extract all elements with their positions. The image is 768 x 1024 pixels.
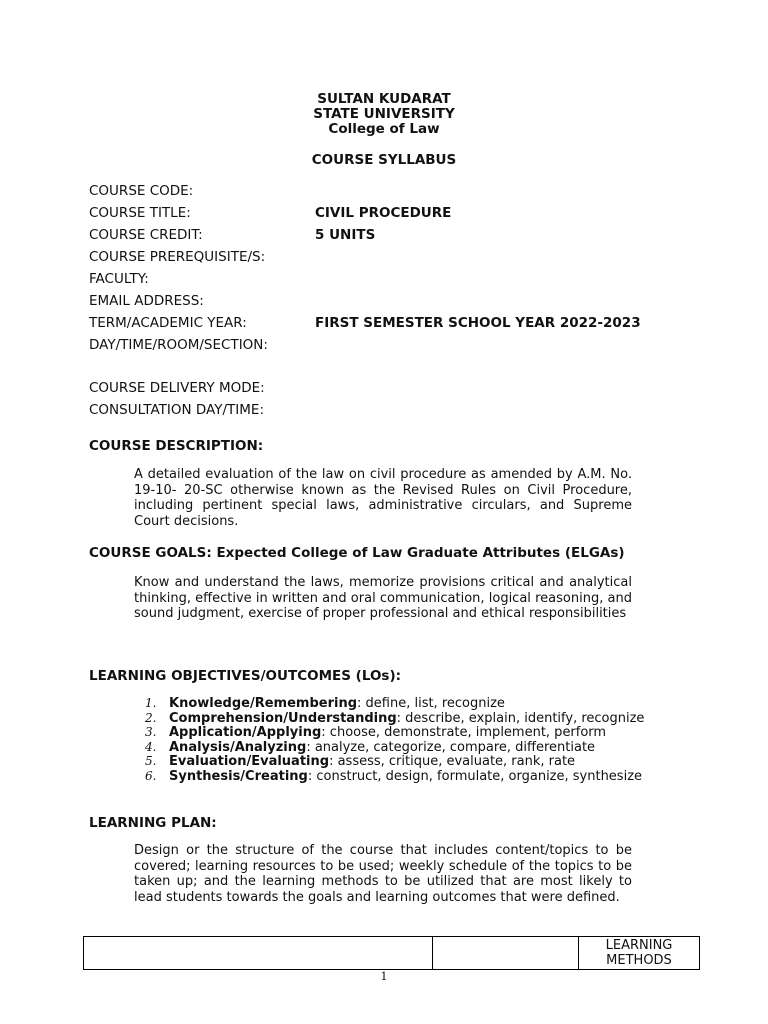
list-item-number: 2. — [145, 710, 157, 725]
course-code-label: COURSE CODE: — [89, 183, 194, 199]
list-item-term: Analysis/Analyzing — [169, 739, 307, 755]
course-description-heading: COURSE DESCRIPTION: — [89, 438, 264, 454]
list-item — [145, 696, 644, 711]
prerequisite-label: COURSE PREREQUISITE/S: — [89, 249, 266, 265]
university-name-line1: SULTAN KUDARAT — [317, 91, 451, 107]
list-item — [145, 711, 644, 726]
course-credit-label: COURSE CREDIT: — [89, 227, 203, 243]
course-title-value: CIVIL PROCEDURE — [315, 205, 452, 221]
learning-plan-heading: LEARNING PLAN: — [89, 815, 217, 831]
list-item-number: 6. — [145, 768, 157, 783]
learning-methods-line2: METHODS — [606, 953, 672, 968]
course-title-label: COURSE TITLE: — [89, 205, 191, 221]
list-item-term: Comprehension/Understanding — [169, 710, 397, 726]
course-description-text: A detailed evaluation of the law on civil procedure as amended by A.M. No. 19-10- 20-SC otherwise known as the Revised Rules on Civil Procedure, including pertinent special laws, administrative circulars, and Supreme Court decisions. — [134, 467, 632, 529]
list-item-number: 1. — [145, 696, 157, 710]
list-item-term: Application/Applying — [169, 725, 322, 740]
university-name-line2: STATE UNIVERSITY — [313, 106, 455, 122]
learning-methods-line1: LEARNING — [605, 938, 673, 953]
list-item — [145, 769, 644, 784]
table-cell-resources — [433, 937, 579, 970]
email-label: EMAIL ADDRESS: — [89, 293, 204, 309]
learning-plan-table — [83, 936, 700, 970]
list-item — [145, 725, 644, 740]
term-value: FIRST SEMESTER SCHOOL YEAR 2022-2023 — [315, 315, 641, 331]
list-item-desc: : define, list, recognize — [357, 696, 505, 711]
list-item — [145, 740, 644, 755]
delivery-mode-label: COURSE DELIVERY MODE: — [89, 380, 265, 396]
list-item-desc: : choose, demonstrate, implement, perform — [321, 725, 607, 740]
learning-objectives-heading: LEARNING OBJECTIVES/OUTCOMES (LOs): — [89, 668, 402, 684]
term-label: TERM/ACADEMIC YEAR: — [89, 315, 247, 331]
list-item-term: Evaluation/Evaluating — [169, 754, 330, 769]
learning-objectives-list — [145, 696, 644, 783]
course-goals-text: Know and understand the laws, memorize provisions critical and analytical thinking, effective in written and oral communication, logical reasoning, and sound judgment, exercise of proper professional and ethical responsibilities — [134, 575, 632, 621]
list-item-number: 4. — [145, 739, 157, 754]
document-title: COURSE SYLLABUS — [311, 152, 457, 168]
learning-plan-text: Design or the structure of the course that includes content/topics to be covered; learning resources to be used; weekly schedule of the topics to be taken up; and the learning methods to be utilized that are most likely to lead students towards the goals and learning outcomes that were defined. — [134, 843, 632, 905]
list-item-desc: : describe, explain, identify, recognize — [396, 710, 645, 726]
list-item-term: Synthesis/Creating — [169, 768, 308, 784]
list-item-number: 3. — [145, 725, 157, 739]
college-name: College of Law — [328, 121, 440, 137]
schedule-label: DAY/TIME/ROOM/SECTION: — [89, 337, 268, 353]
page-number: 1 — [380, 970, 388, 983]
faculty-label: FACULTY: — [89, 271, 149, 287]
list-item — [145, 754, 644, 769]
list-item-number: 5. — [145, 754, 157, 768]
course-goals-heading: COURSE GOALS: Expected College of Law Graduate Attributes (ELGAs) — [89, 545, 625, 561]
table-cell-topics — [84, 937, 433, 970]
list-item-desc: : assess, critique, evaluate, rank, rate — [329, 754, 576, 769]
list-item-desc: : analyze, categorize, compare, differentiate — [306, 739, 596, 755]
table-cell-learning-methods — [579, 937, 700, 970]
consultation-label: CONSULTATION DAY/TIME: — [89, 402, 264, 418]
list-item-desc: : construct, design, formulate, organize, synthesize — [307, 768, 643, 784]
list-item-term: Knowledge/Remembering — [169, 696, 358, 711]
course-credit-value: 5 UNITS — [315, 227, 376, 243]
